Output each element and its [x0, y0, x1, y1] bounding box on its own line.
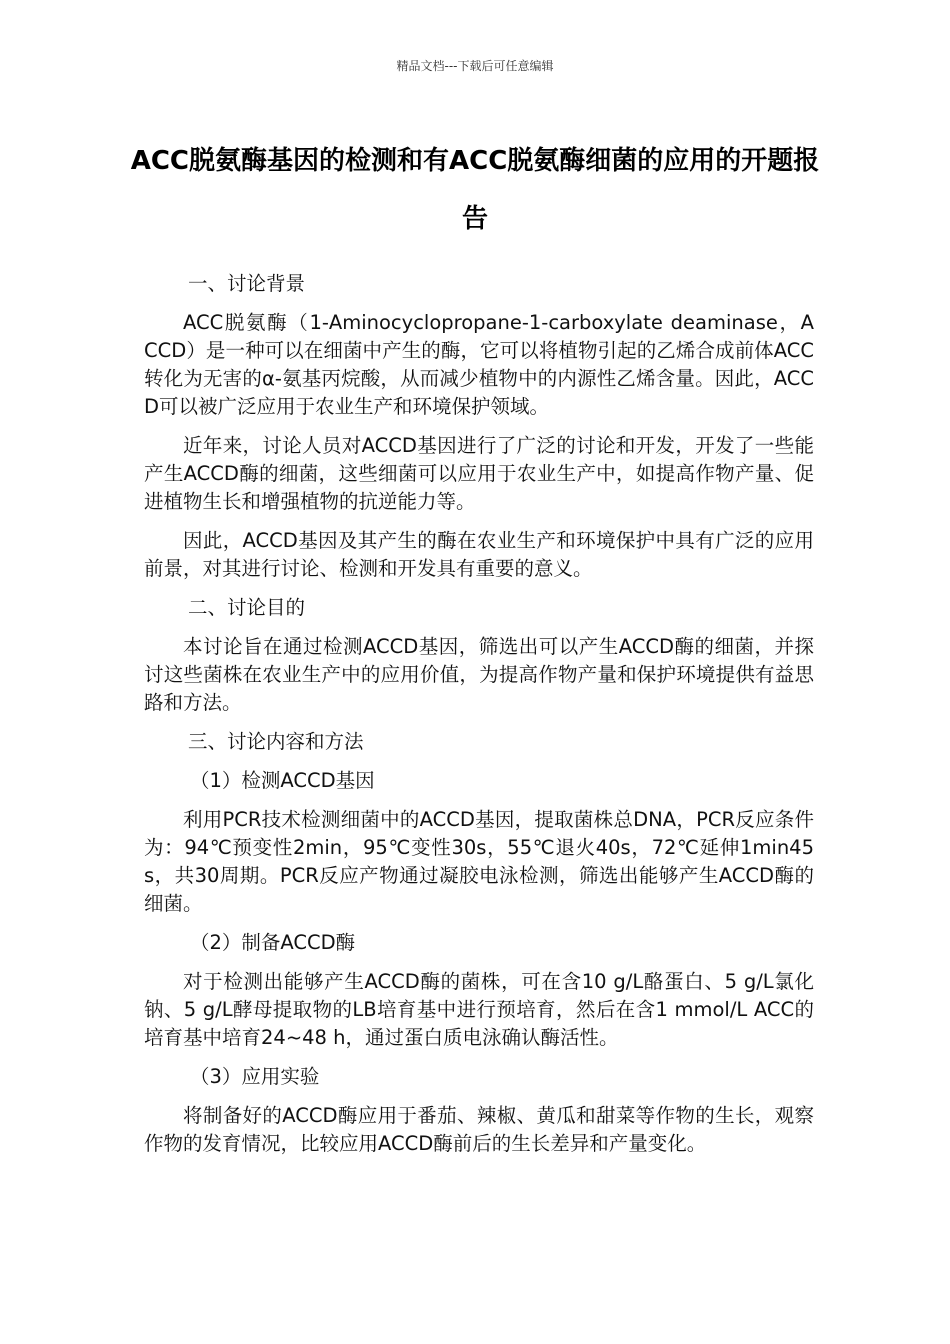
paragraph: 本讨论旨在通过检测ACCD基因，筛选出可以产生ACCD酶的细菌，并探讨这些菌株在农业生产中的应用价值，为提高作物产量和保护环境提供有益思路和方法。 [144, 635, 814, 714]
paragraph: 因此，ACCD基因及其产生的酶在农业生产和环境保护中具有广泛的应用前景，对其进行讨论、检测和开发具有重要的意义。 [144, 529, 814, 580]
section-heading-methods: 三、讨论内容和方法 [188, 730, 364, 753]
document-title: ACC脱氨酶基因的检测和有ACC脱氨酶细菌的应用的开题报告 [130, 146, 820, 234]
paragraph: 近年来，讨论人员对ACCD基因进行了广泛的讨论和开发，开发了一些能产生ACCD酶的细菌，这些细菌可以应用于农业生产中，如提高作物产量、促进植物生长和增强植物的抗逆能力等。 [144, 434, 814, 513]
paragraph: ACC脱氨酶（1-Aminocyclopropane-1-carboxylate deaminase，ACCD）是一种可以在细菌中产生的酶，它可以将植物引起的乙烯合成前体ACC转化为无害的α-氨基丙烷酸，从而减少植物中的内源性乙烯含量。因此，ACCD可以被广泛应用于农业生产和环境保护领域。 [144, 311, 814, 418]
paragraph: 利用PCR技术检测细菌中的ACCD基因，提取菌株总DNA，PCR反应条件为：94℃预变性2min，95℃变性30s，55℃退火40s，72℃延伸1min45s，共30周期。PCR反应产物通过凝胶电泳检测，筛选出能够产生ACCD酶的细菌。 [144, 808, 814, 915]
header-note: 精品文档---下载后可任意编辑 [396, 59, 554, 73]
section-heading-goal: 二、讨论目的 [188, 596, 306, 619]
subsection-heading: （1）检测ACCD基因 [190, 769, 375, 792]
paragraph: 将制备好的ACCD酶应用于番茄、辣椒、黄瓜和甜菜等作物的生长，观察作物的发育情况，比较应用ACCD酶前后的生长差异和产量变化。 [144, 1104, 814, 1155]
document-body [144, 270, 814, 1169]
subsection-heading: （3）应用实验 [190, 1065, 320, 1088]
section-heading-background: 一、讨论背景 [188, 272, 306, 295]
paragraph: 对于检测出能够产生ACCD酶的菌株，可在含10 g/L酪蛋白、5 g/L氯化钠、5 g/L酵母提取物的LB培育基中进行预培育，然后在含1 mmol/L ACC的培育基中培育24~48 h，通过蛋白质电泳确认酶活性。 [144, 970, 814, 1049]
subsection-heading: （2）制备ACCD酶 [190, 931, 356, 954]
